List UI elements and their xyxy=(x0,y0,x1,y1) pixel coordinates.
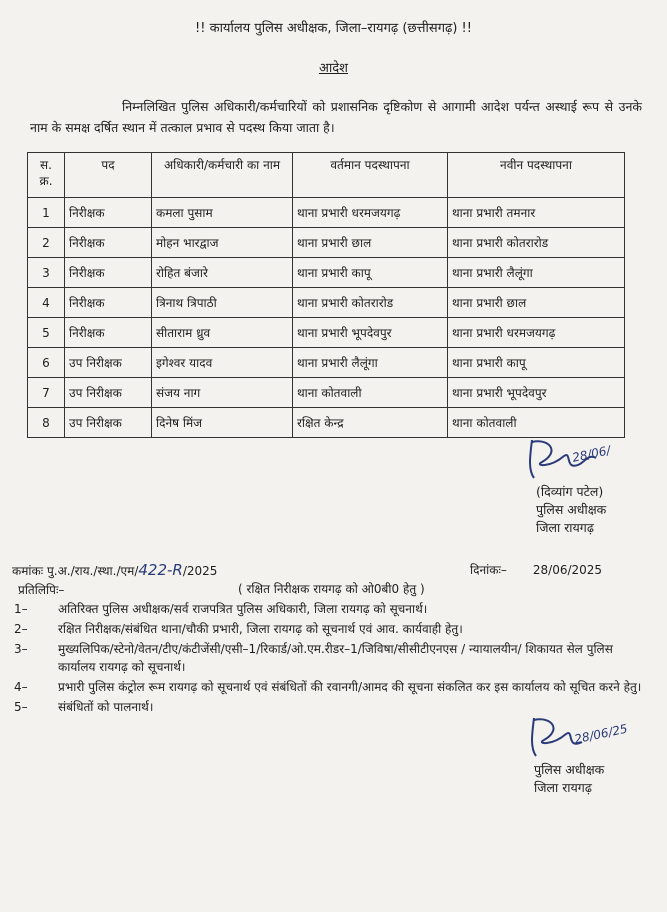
signatory-name: (दिव्यांग पटेल) xyxy=(536,484,604,499)
signatory-district-2: जिला रायगढ़ xyxy=(534,780,592,795)
cell-new-posting: थाना प्रभारी धरमजयगढ़ xyxy=(448,318,625,348)
header-current-posting: वर्तमान पदस्थापना xyxy=(293,153,448,198)
reference-suffix: /2025 xyxy=(182,564,218,578)
reference-handwritten-number: 422-R xyxy=(138,561,183,579)
cell-post: उप निरीक्षक xyxy=(65,408,152,438)
cell-post: उप निरीक्षक xyxy=(65,348,152,378)
list-item xyxy=(14,640,654,676)
cell-current-posting: रक्षित केन्द्र xyxy=(293,408,448,438)
copy-note: ( रक्षित निरीक्षक रायगढ़ को ओ0बी0 हेतु ) xyxy=(238,582,425,596)
table-row xyxy=(28,228,625,258)
cell-current-posting: थाना प्रभारी छाल xyxy=(293,228,448,258)
list-item xyxy=(14,620,654,638)
order-date xyxy=(470,561,602,578)
cell-sno: 8 xyxy=(28,408,65,438)
cell-sno: 6 xyxy=(28,348,65,378)
list-item xyxy=(14,600,654,618)
table-row xyxy=(28,198,625,228)
copy-label: प्रतिलिपिः– xyxy=(18,583,65,597)
date-label: दिनांकः– xyxy=(470,563,507,577)
cell-name: त्रिनाथ त्रिपाठी xyxy=(152,288,293,318)
copy-item-number: 1– xyxy=(14,602,28,616)
header-post: पद xyxy=(65,153,152,198)
table-row xyxy=(28,318,625,348)
copy-item-text: रक्षित निरीक्षक/संबंधित थाना/चौकी प्रभारी, जिला रायगढ़ को सूचनार्थ एवं आव. कार्यवाही हेतु। xyxy=(58,622,463,636)
copy-item-text: संबंधितों को पालनार्थ। xyxy=(58,700,154,714)
transfer-table xyxy=(27,152,625,438)
signatory-title-1: पुलिस अधीक्षक xyxy=(536,502,607,517)
list-item xyxy=(14,678,654,696)
reference-number xyxy=(12,561,217,579)
copy-item-number: 5– xyxy=(14,700,28,714)
cell-new-posting: थाना प्रभारी कापू xyxy=(448,348,625,378)
table-row xyxy=(28,348,625,378)
cell-post: निरीक्षक xyxy=(65,318,152,348)
copy-item-text: अतिरिक्त पुलिस अधीक्षक/सर्व राजपत्रित पुलिस अधिकारी, जिला रायगढ़ को सूचनार्थ। xyxy=(58,602,428,616)
cell-current-posting: थाना प्रभारी कापू xyxy=(293,258,448,288)
copy-item-text: मुख्यलिपिक/स्टेनो/वेतन/टीए/कंटीजेंसी/एसी–1/रिकार्ड/ओ.एम.रीडर–1/जिविषा/सीसीटीएनएस / न्यायालयीन/ शिकायत सेल पुलिस कार्यालय रायगढ़ को सूचनार्थ। xyxy=(58,642,613,674)
signature-date-1: 28/06/ xyxy=(570,443,612,465)
table-row xyxy=(28,288,625,318)
cell-sno: 2 xyxy=(28,228,65,258)
cell-name: कमला पुसाम xyxy=(152,198,293,228)
office-header: !! कार्यालय पुलिस अधीक्षक, जिला–रायगढ़ (छत्तीसगढ़) !! xyxy=(195,21,472,36)
table-header-row xyxy=(28,153,625,198)
signature-block-1 xyxy=(520,432,667,542)
cell-sno: 3 xyxy=(28,258,65,288)
header-new-posting: नवीन पदस्थापना xyxy=(448,153,625,198)
table-row xyxy=(28,258,625,288)
cell-name: संजय नाग xyxy=(152,378,293,408)
copy-item-number: 3– xyxy=(14,642,28,656)
signature-block-2 xyxy=(520,712,665,802)
copy-item-number: 2– xyxy=(14,622,28,636)
cell-current-posting: थाना प्रभारी भूपदेवपुर xyxy=(293,318,448,348)
cell-new-posting: थाना प्रभारी भूपदेवपुर xyxy=(448,378,625,408)
cell-current-posting: थाना प्रभारी धरमजयगढ़ xyxy=(293,198,448,228)
cell-name: सीताराम ध्रुव xyxy=(152,318,293,348)
cell-new-posting: थाना प्रभारी छाल xyxy=(448,288,625,318)
cell-current-posting: थाना कोतवाली xyxy=(293,378,448,408)
cell-post: उप निरीक्षक xyxy=(65,378,152,408)
signature-date-2: 28/06/25 xyxy=(573,721,629,747)
cell-current-posting: थाना प्रभारी लैलूंगा xyxy=(293,348,448,378)
header-sno: स. क्र. xyxy=(28,153,65,198)
copy-item-number: 4– xyxy=(14,680,28,694)
reference-prefix: कमांकः पु.अ./राय./स्था./एम/ xyxy=(12,564,139,578)
cell-sno: 1 xyxy=(28,198,65,228)
cell-current-posting: थाना प्रभारी कोतरारोड xyxy=(293,288,448,318)
cell-name: रोहित बंजारे xyxy=(152,258,293,288)
cell-name: इगेश्वर यादव xyxy=(152,348,293,378)
cell-new-posting: थाना प्रभारी कोतरारोड xyxy=(448,228,625,258)
cell-post: निरीक्षक xyxy=(65,228,152,258)
header-name: अधिकारी/कर्मचारी का नाम xyxy=(152,153,293,198)
date-value: 28/06/2025 xyxy=(532,563,603,577)
signatory-district-1: जिला रायगढ़ xyxy=(536,520,594,535)
intro-paragraph xyxy=(30,96,642,138)
cell-post: निरीक्षक xyxy=(65,258,152,288)
cell-post: निरीक्षक xyxy=(65,198,152,228)
cell-new-posting: थाना कोतवाली xyxy=(448,408,625,438)
cell-name: मोहन भारद्वाज xyxy=(152,228,293,258)
cell-sno: 7 xyxy=(28,378,65,408)
order-title: आदेश xyxy=(318,61,349,76)
intro-text: निम्नलिखित पुलिस अधिकारी/कर्मचारियों को प्रशासनिक दृष्टिकोण से आगामी आदेश पर्यन्त अस्थाई रूप से उनके नाम के समक्ष दर्षित स्थान में तत्काल प्रभाव से पदस्थ किया जाता है। xyxy=(30,99,642,135)
cell-sno: 4 xyxy=(28,288,65,318)
cell-post: निरीक्षक xyxy=(65,288,152,318)
cell-sno: 5 xyxy=(28,318,65,348)
table-row xyxy=(28,378,625,408)
copy-list xyxy=(14,600,654,718)
signatory-title-2: पुलिस अधीक्षक xyxy=(534,762,605,777)
copy-item-text: प्रभारी पुलिस कंट्रोल रूम रायगढ़ को सूचनार्थ एवं संबंधितों की रवानगी/आमद की सूचना संकलित कर इस कार्यालय को सूचित करने हेतु। xyxy=(58,680,642,694)
cell-name: दिनेष मिंज xyxy=(152,408,293,438)
cell-new-posting: थाना प्रभारी तमनार xyxy=(448,198,625,228)
cell-new-posting: थाना प्रभारी लैलूंगा xyxy=(448,258,625,288)
